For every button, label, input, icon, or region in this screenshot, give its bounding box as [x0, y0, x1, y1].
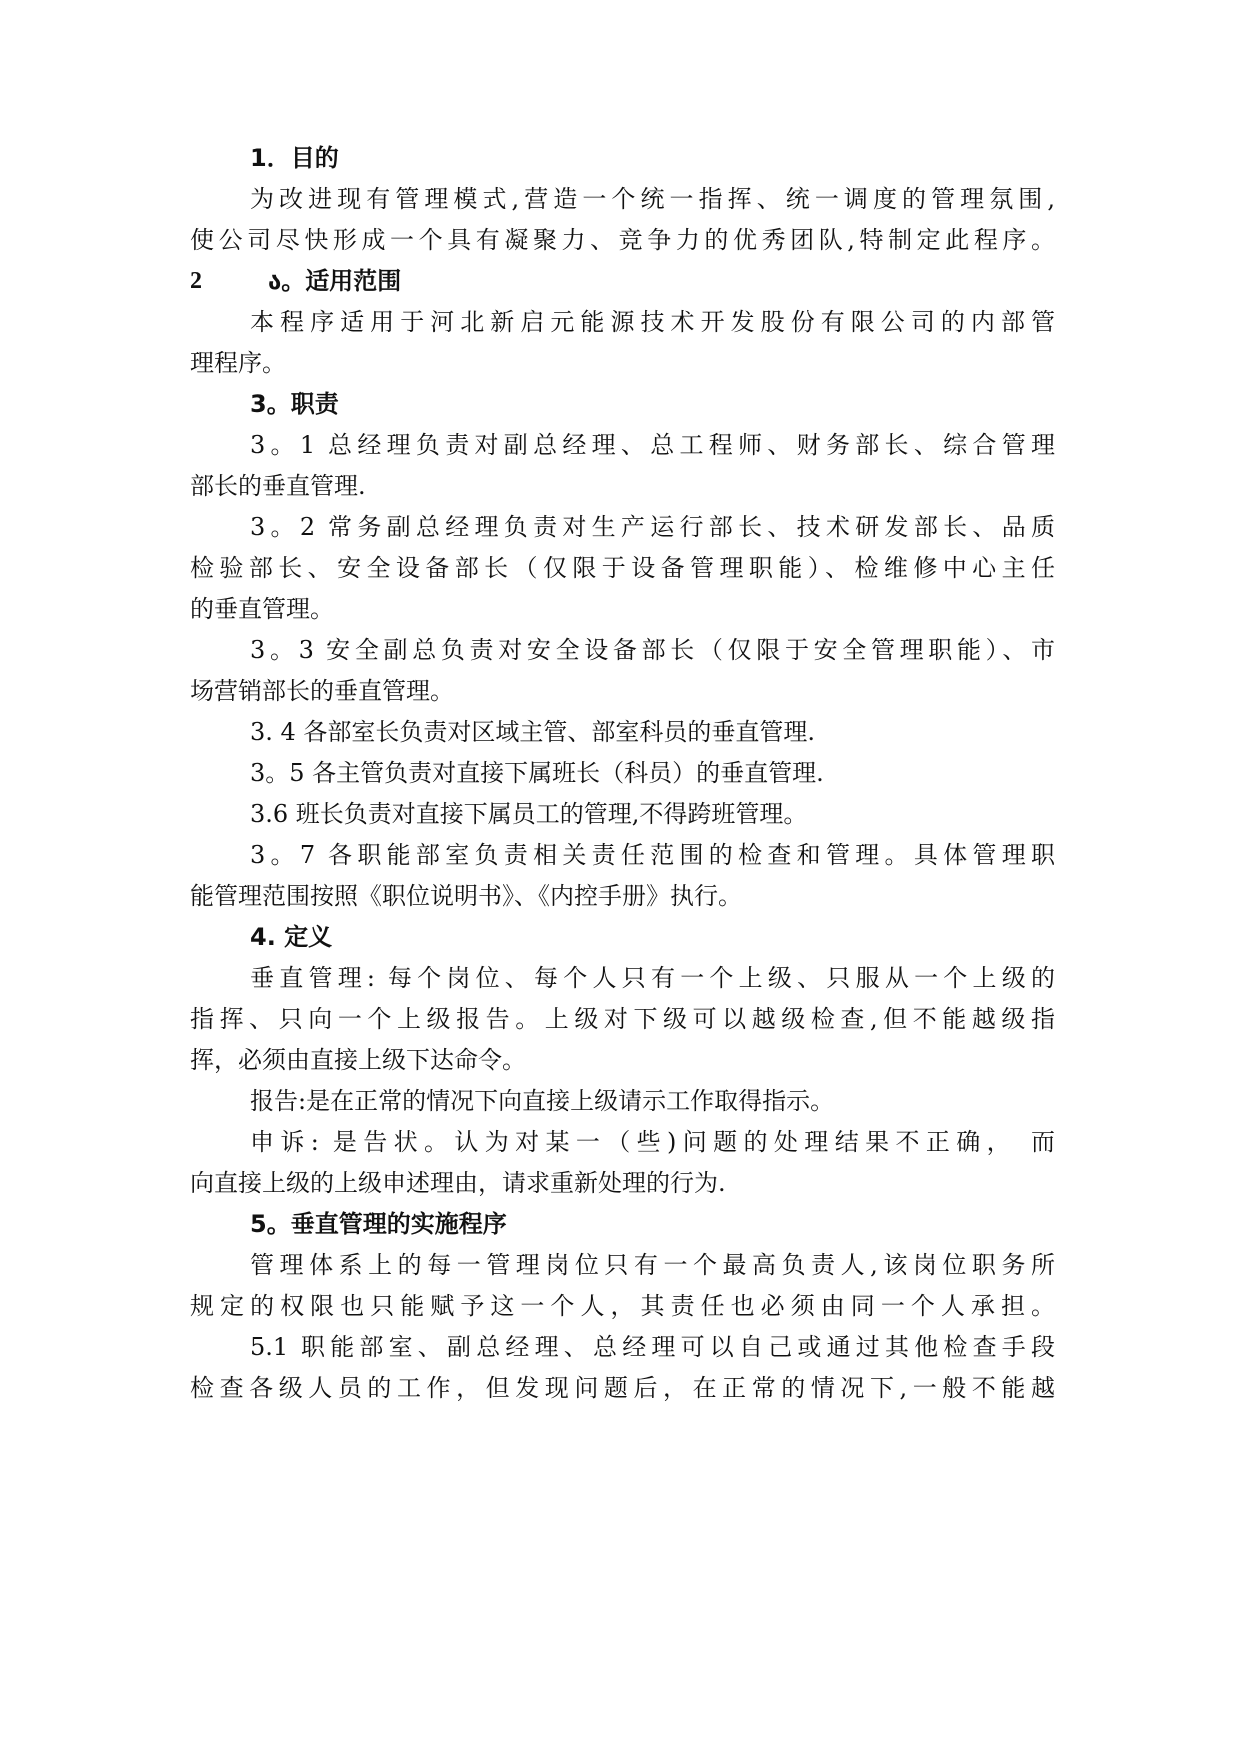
- paragraph-line: 使公司尽快形成一个具有凝聚力、竞争力的优秀团队,特制定此程序。: [190, 226, 1055, 254]
- paragraph-line: 检验部长、安全设备部长（仅限于设备管理职能）、检维修中心主任: [190, 554, 1055, 582]
- paragraph-line: 为改进现有管理模式,营造一个统一指挥、统一调度的管理氛围,: [250, 185, 1055, 213]
- paragraph-line: 3。1 总经理负责对副总经理、总工程师、财务部长、综合管理: [250, 431, 1055, 459]
- section-heading: 5。垂直管理的实施程序: [250, 1210, 507, 1238]
- paragraph-line: 申诉: 是告状。认为对某一（些)问题的处理结果不正确， 而: [250, 1128, 1055, 1156]
- paragraph-line: 3。2 常务副总经理负责对生产运行部长、技术研发部长、品质: [250, 513, 1055, 541]
- paragraph-line: 3。3 安全副总负责对安全设备部长（仅限于安全管理职能）、市: [250, 636, 1055, 664]
- paragraph-line: 3.6 班长负责对直接下属员工的管理,不得跨班管理。: [250, 800, 808, 828]
- paragraph-line: 挥，必须由直接上级下达命令。: [190, 1046, 526, 1074]
- paragraph-line: 垂直管理: 每个岗位、每个人只有一个上级、只服从一个上级的: [250, 964, 1055, 992]
- paragraph-line: 向直接上级的上级申述理由，请求重新处理的行为.: [190, 1169, 726, 1197]
- paragraph-line: 报告:是在正常的情况下向直接上级请示工作取得指示。: [250, 1087, 835, 1115]
- paragraph-line: 场营销部长的垂直管理。: [190, 677, 454, 705]
- paragraph-line: 规定的权限也只能赋予这一个人，其责任也必须由同一个人承担。: [190, 1292, 1055, 1320]
- paragraph-line: 3。7 各职能部室负责相关责任范围的检查和管理。具体管理职: [250, 841, 1055, 869]
- section-heading: ა。适用范围: [268, 267, 402, 295]
- section-heading: 3。职责: [250, 390, 339, 418]
- paragraph-line: 的垂直管理。: [190, 595, 334, 623]
- paragraph-line: 本程序适用于河北新启元能源技术开发股份有限公司的内部管: [250, 308, 1055, 336]
- paragraph-line: 5.1 职能部室、副总经理、总经理可以自己或通过其他检查手段: [250, 1333, 1055, 1361]
- paragraph-line: 管理体系上的每一管理岗位只有一个最高负责人,该岗位职务所: [250, 1251, 1055, 1279]
- section-heading: 1．目的: [250, 144, 339, 172]
- paragraph-line: 能管理范围按照《职位说明书》、《内控手册》执行。: [190, 882, 742, 910]
- section-number: 2: [190, 268, 202, 294]
- paragraph-line: 3。5 各主管负责对直接下属班长（科员）的垂直管理.: [250, 759, 824, 787]
- paragraph-line: 部长的垂直管理.: [190, 472, 366, 500]
- paragraph-line: 3. 4 各部室长负责对区域主管、部室科员的垂直管理.: [250, 718, 816, 746]
- paragraph-line: 理程序。: [190, 349, 286, 377]
- paragraph-line: 检查各级人员的工作，但发现问题后，在正常的情况下,一般不能越: [190, 1374, 1055, 1402]
- section-heading: 4. 定义: [250, 923, 333, 951]
- paragraph-line: 指挥、只向一个上级报告。上级对下级可以越级检查,但不能越级指: [190, 1005, 1055, 1033]
